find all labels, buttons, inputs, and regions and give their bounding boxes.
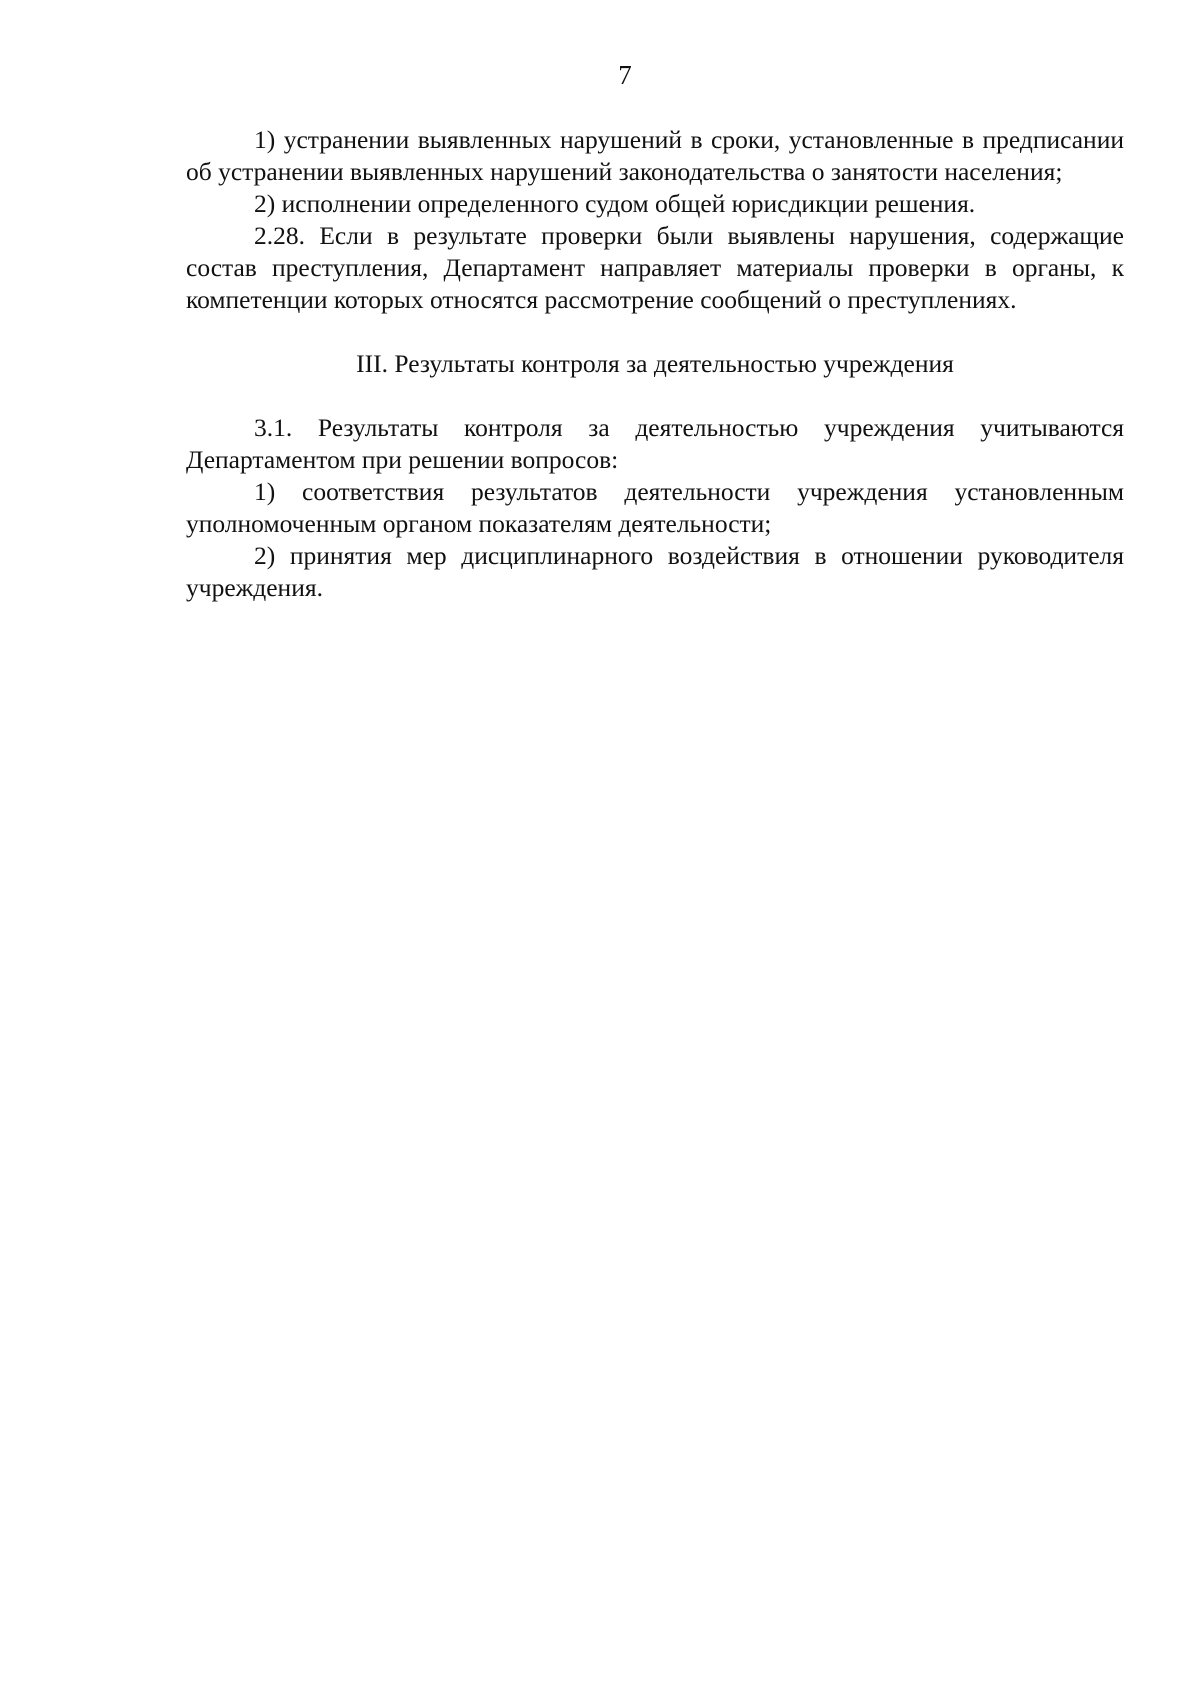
paragraph-clause-2-28: 2.28. Если в результате проверки были выявлены нарушения, содержащие состав преступления, Департамент направляет материалы проверки в органы, к компетенции которых относятся рассмотрение сообщений о преступлениях. — [186, 221, 1124, 314]
paragraph-item-2: 2) исполнении определенного судом общей юрисдикции решения. — [254, 189, 976, 218]
page-number: 7 — [618, 60, 632, 90]
paragraph-item-1: 1) устранении выявленных нарушений в сроки, установленные в предписании об устранении выявленных нарушений законодательства о занятости населения; — [186, 125, 1124, 186]
paragraph-item-3-1-2: 2) принятия мер дисциплинарного воздействия в отношении руководителя учреждения. — [186, 541, 1124, 602]
document-body — [186, 124, 1124, 604]
section-heading: III. Результаты контроля за деятельностью учреждения — [356, 349, 954, 378]
paragraph-item-3-1-1: 1) соответствия результатов деятельности учреждения установленным уполномоченным органом показателям деятельности; — [186, 477, 1124, 538]
paragraph-clause-3-1: 3.1. Результаты контроля за деятельностью учреждения учитываются Департаментом при решении вопросов: — [186, 413, 1124, 474]
